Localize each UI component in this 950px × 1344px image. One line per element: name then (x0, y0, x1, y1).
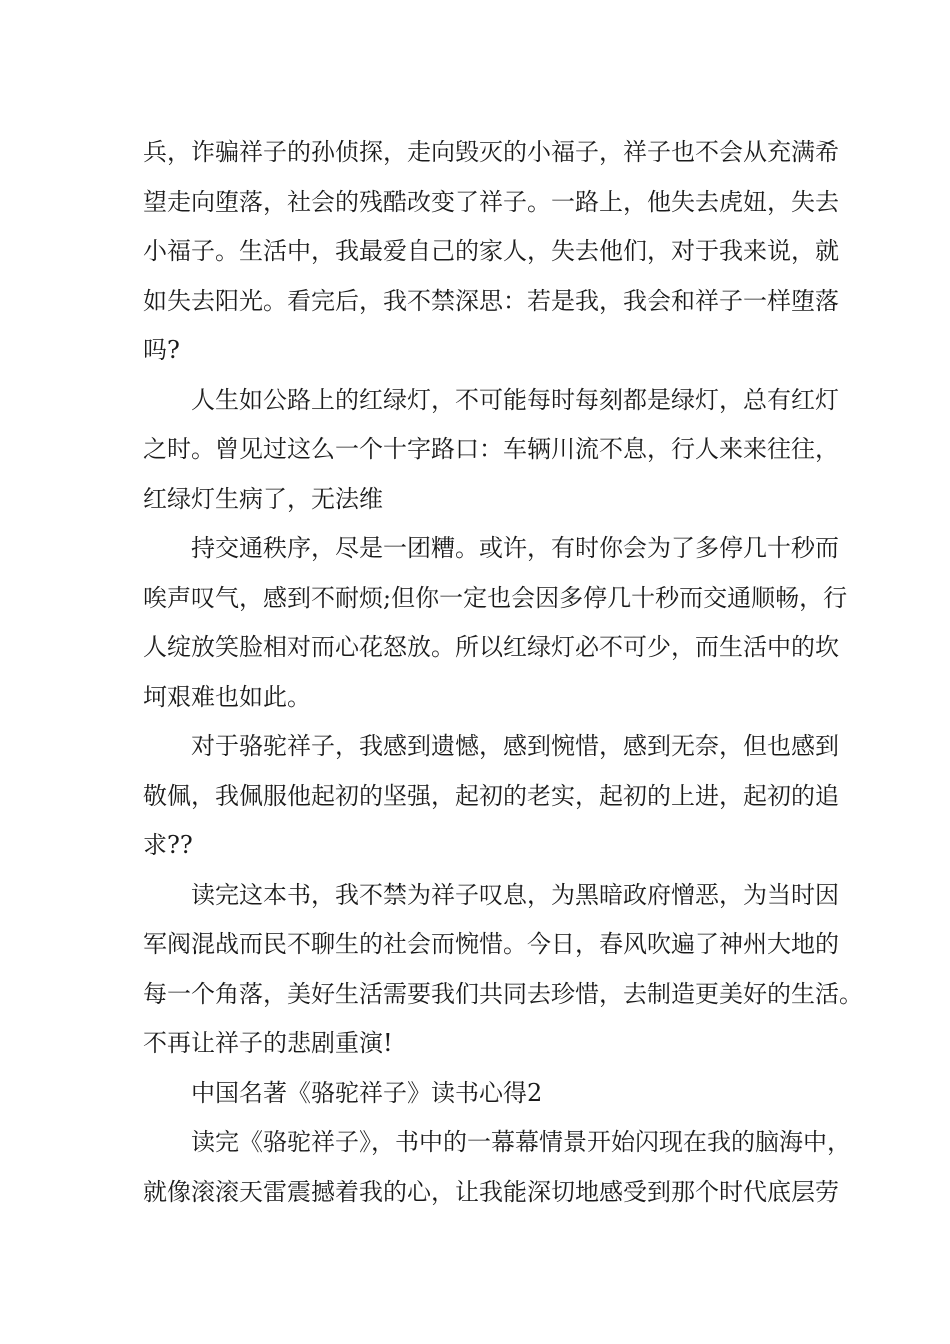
text-line: 吗? (143, 336, 180, 364)
text-line: 唉声叹气，感到不耐烦;但你一定也会因多停几十秒而交通顺畅，行 (143, 583, 848, 612)
text-line: 兵，诈骗祥子的孙侦探，走向毁灭的小福子，祥子也不会从充满希 (143, 138, 839, 166)
text-line: 小福子。生活中，我最爱自己的家人，失去他们，对于我来说，就 (143, 237, 839, 265)
text-line: 红绿灯生病了，无法维 (143, 484, 383, 513)
text-line: 坷艰难也如此。 (143, 682, 311, 711)
text-line: 读完《骆驼祥子》，书中的一幕幕情景开始闪现在我的脑海中， (191, 1128, 851, 1156)
text-line: 读完这本书，我不禁为祥子叹息，为黑暗政府憎恶，为当时因 (191, 880, 839, 909)
text-line: 敬佩，我佩服他起初的坚强，起初的老实，起初的上进，起初的追 (143, 781, 839, 810)
document-body (143, 128, 863, 1217)
text-line: 每一个角落，美好生活需要我们共同去珍惜，去制造更美好的生活。 (143, 979, 863, 1008)
text-line: 不再让祥子的悲剧重演! (143, 1029, 393, 1057)
text-line: 对于骆驼祥子，我感到遗憾，感到惋惜，感到无奈，但也感到 (191, 732, 839, 760)
text-line: 中国名著《骆驼祥子》读书心得2 (191, 1078, 543, 1107)
text-line: 军阀混战而民不聊生的社会而惋惜。今日，春风吹遍了神州大地的 (143, 930, 839, 958)
text-line: 如失去阳光。看完后，我不禁深思：若是我，我会和祥子一样堕落 (143, 286, 839, 315)
text-line: 人生如公路上的红绿灯，不可能每时每刻都是绿灯，总有红灯 (191, 385, 839, 414)
text-line: 持交通秩序，尽是一团糟。或许，有时你会为了多停几十秒而 (191, 534, 839, 562)
text-line: 之时。曾见过这么一个十字路口：车辆川流不息，行人来来往往， (143, 435, 839, 463)
text-line: 就像滚滚天雷震撼着我的心，让我能深切地感受到那个时代底层劳 (143, 1177, 839, 1206)
text-line: 求?? (143, 831, 193, 859)
text-line: 人绽放笑脸相对而心花怒放。所以红绿灯必不可少，而生活中的坎 (143, 633, 839, 661)
text-line: 望走向堕落，社会的残酷改变了祥子。一路上，他失去虎妞，失去 (143, 187, 839, 216)
